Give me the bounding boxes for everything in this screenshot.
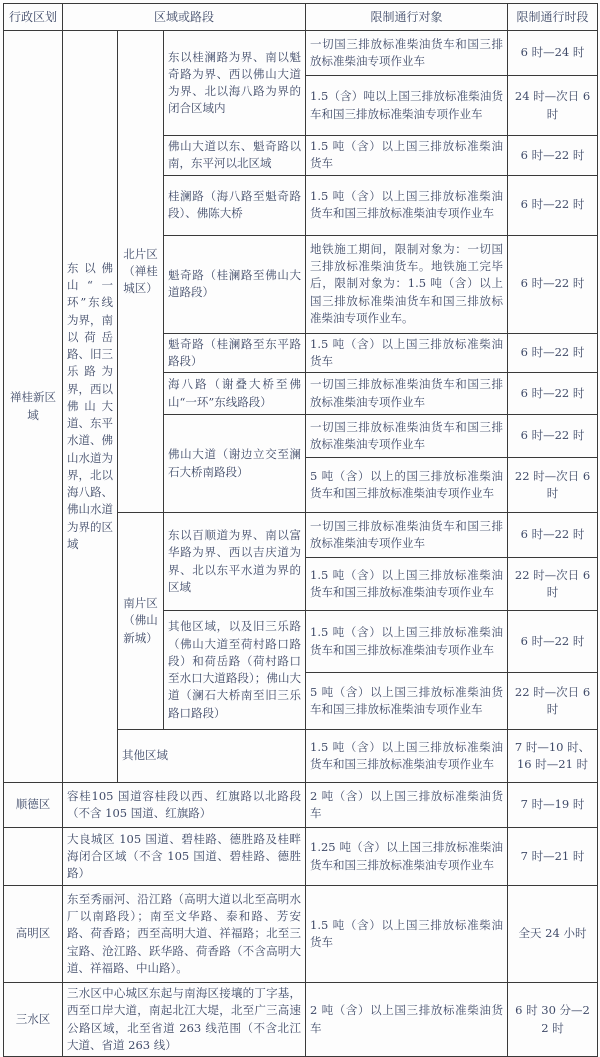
time-period-cell: 6 时—22 时 [508,235,598,333]
table-row [4,783,598,828]
time-period-cell: 6 时—22 时 [508,333,598,373]
restricted-vehicles-cell: 1.5 吨（含）以上国三排放标准柴油货车 [306,886,508,983]
region-sanshui-label: 三水区 [4,983,63,1057]
region-shunde-label: 顺德区 [4,783,63,828]
area-cell: 佛山大道以东、魁奇路以南，东平河以北区域 [164,136,306,176]
restricted-vehicles-cell: 1.25 吨（含）以上国三排放标准柴油货车和国三排放标准柴油专项作业车 [306,828,508,886]
restricted-vehicles-cell: 一切国三排放标准柴油货车和国三排放标准柴油专项作业车 [306,513,508,558]
time-period-cell: 24 时—次日 6 时 [508,76,598,136]
col-header-admin-division: 行政区划 [4,4,63,31]
restricted-vehicles-cell: 5 吨（含）以上国三排放标准柴油货车和国三排放标准柴油专项作业车 [306,673,508,730]
area-cell: 大良城区 105 国道、碧桂路、德胜路及桂畔海闭合区域（不含 105 国道、碧桂路、德胜路） [63,828,306,886]
time-period-cell: 7 时—10 时、16 时—21 时 [508,730,598,783]
restricted-vehicles-cell: 一切国三排放标准柴油货车和国三排放标准柴油专项作业车 [306,373,508,415]
restriction-table [3,3,598,1057]
time-period-cell: 6 时—22 时 [508,611,598,673]
time-period-cell: 全天 24 小时 [508,886,598,983]
area-cell: 魁奇路（桂澜路至佛山大道路段） [164,235,306,333]
restricted-vehicles-cell: 1.5 吨（含）以上国三排放标准柴油货车和国三排放标准柴油专项作业车 [306,730,508,783]
restricted-vehicles-cell: 1.5 吨（含）以上国三排放标准柴油货车 [306,136,508,176]
time-period-cell: 6 时 30 分—22 时 [508,983,598,1057]
region-empty-cell [4,828,63,886]
time-period-cell: 6 时—22 时 [508,175,598,235]
area-cell: 三水区中心城区东起与南海区接壤的丁字基，西至口岸大道，南起北江大堤，北至广三高速公路区域，北至省道 263 线范围（不含北江大道、省道 263 线） [63,983,306,1057]
area-cell: 佛山大道（谢边立交至澜石大桥南路段） [164,415,306,513]
time-period-cell: 7 时—21 时 [508,828,598,886]
col-header-restricted-vehicles: 限制通行对象 [306,4,508,31]
area-cell: 其他区域，以及旧三乐路（佛山大道至荷村路口路段）和荷岳路（荷村路口至水口大道路段）；佛山大道（澜石大桥南至旧三乐路口路段） [164,611,306,730]
table-row [4,886,598,983]
restricted-vehicles-cell: 一切国三排放标准柴油货车和国三排放标准柴油专项作业车 [306,415,508,458]
time-period-cell: 22 时—次日 6 时 [508,458,598,513]
area-cell: 桂澜路（海八路至魁奇路段）、佛陈大桥 [164,175,306,235]
table-row [4,31,598,76]
time-period-cell: 6 时—24 时 [508,31,598,76]
restricted-vehicles-cell: 2 吨（含）以上国三排放标准柴油货车 [306,983,508,1057]
area-cell: 容桂105 国道容桂段以西、红旗路以北路段（不含 105 国道、红旗路） [63,783,306,828]
area-cell: 海八路（谢叠大桥至佛山“一环”东线路段） [164,373,306,415]
table-row [4,828,598,886]
restricted-vehicles-cell: 1.5 吨（含）以上国三排放标准柴油货车和国三排放标准柴油专项作业车 [306,175,508,235]
restricted-vehicles-cell: 1.5 吨（含）以上国三排放标准柴油货车和国三排放标准柴油专项作业车 [306,611,508,673]
time-period-cell: 22 时—次日 6 时 [508,673,598,730]
time-period-cell: 6 时—22 时 [508,136,598,176]
restricted-vehicles-cell: 2 吨（含）以上国三排放标准柴油货车 [306,783,508,828]
restricted-vehicles-cell: 5 吨（含）以上的国三排放标准柴油货车和国三排放标准柴油专项作业车 [306,458,508,513]
restricted-vehicles-cell: 1.5 吨（含）以上国三排放标准柴油货车 [306,333,508,373]
restricted-vehicles-cell: 一切国三排放标准柴油货车和国三排放标准柴油专项作业车 [306,31,508,76]
col-header-area-or-road: 区域或路段 [63,4,306,31]
time-period-cell: 6 时—22 时 [508,415,598,458]
region-gaoming-label: 高明区 [4,886,63,983]
region-chanceng-guicheng-label: 禅桂新区域 [4,31,63,783]
time-period-cell: 6 时—22 时 [508,373,598,415]
zone-boundary-text: 东以佛山“一环”东线为界，南以荷岳路、旧三乐路为界，西以佛山大道、东平水道、佛山水道为界，北以海八路、佛山水道为界的区域 [63,31,118,783]
area-cell: 魁奇路（桂澜路至东平路路段） [164,333,306,373]
time-period-cell: 6 时—22 时 [508,513,598,558]
time-period-cell: 22 时—次日 6 时 [508,558,598,611]
area-cell: 东至秀丽河、沿江路（高明大道以北至高明水厂以南路段）；南至文华路、泰和路、芳安路、荷香路；西至高明大道、祥福路；北至三宝路、沧江路、跃华路、荷香路（不含高明大道、祥福路、中山路）。 [63,886,306,983]
area-cell: 东以桂澜路为界、南以魁奇路为界、西以佛山大道为界、北以海八路为界的闭合区域内 [164,31,306,136]
restricted-vehicles-cell: 1.5（含）吨以上国三排放标准柴油货车和国三排放标准柴油专项作业车 [306,76,508,136]
area-cell: 东以百顺道为界、南以富华路为界、西以吉庆道为界、北以东平水道为界的区域 [164,513,306,611]
time-period-cell: 7 时—19 时 [508,783,598,828]
table-row [4,983,598,1057]
col-header-restricted-period: 限制通行时段 [508,4,598,31]
area-cell-other-areas: 其他区域 [118,730,306,783]
block-north-label: 北片区（禅桂城区） [118,31,164,513]
restricted-vehicles-cell: 1.5 吨（含）以上国三排放标准柴油货车和国三排放标准柴油专项作业车 [306,558,508,611]
block-south-label: 南片区（佛山新城） [118,513,164,730]
header-row [4,4,598,31]
restricted-vehicles-cell: 地铁施工期间，限制对象为：一切国三排放标准柴油货车。地铁施工完毕后，限制对象为：1.5 吨（含）以上国三排放标准柴油货车和国三排放标准柴油专项作业车。 [306,235,508,333]
